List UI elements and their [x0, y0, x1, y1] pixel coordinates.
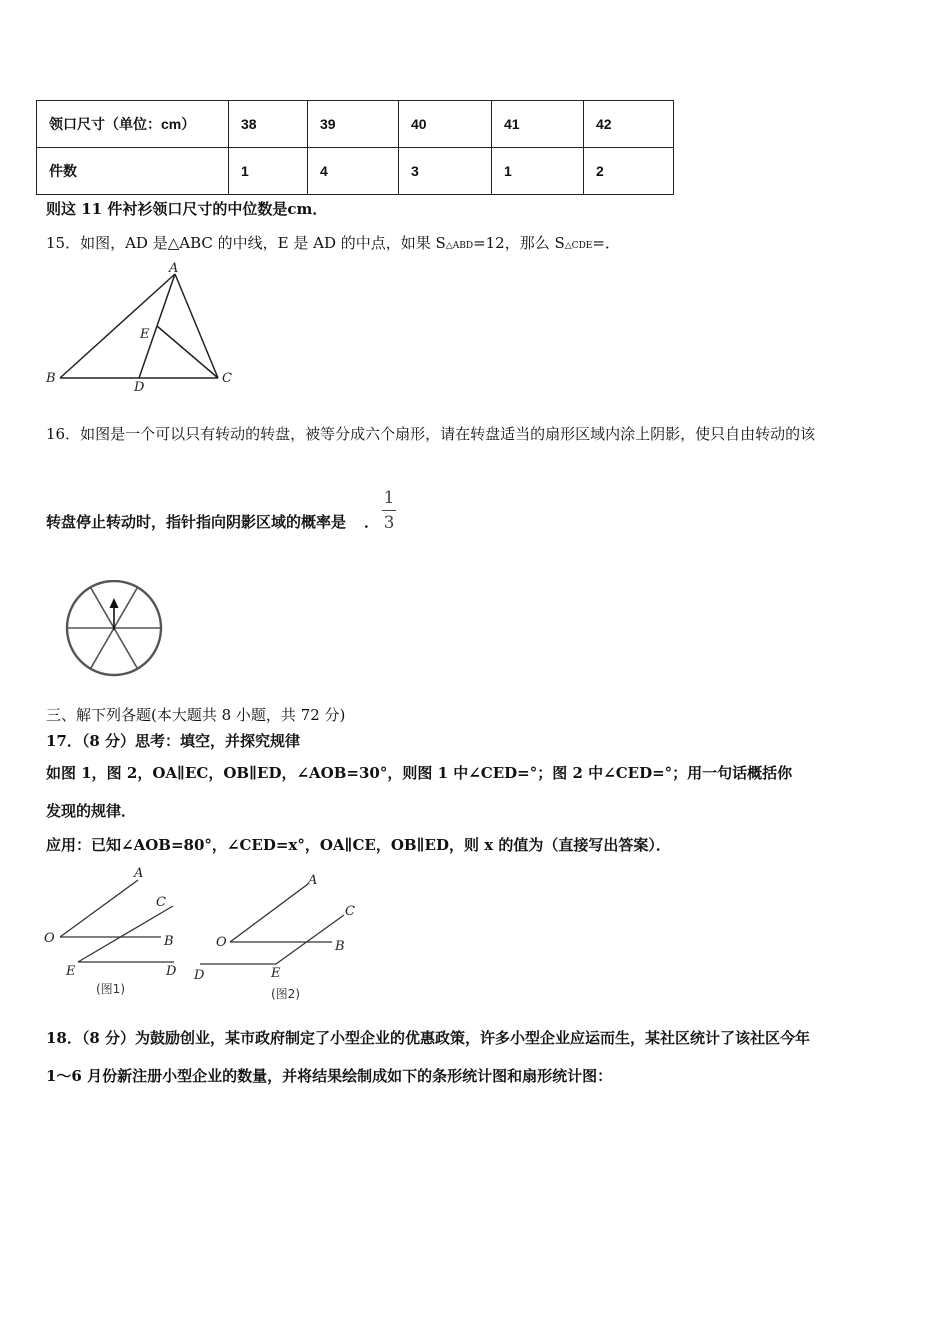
q15-text: =: [592, 234, 605, 252]
q17-text: ．: [121, 802, 137, 820]
table-cell: 1: [492, 148, 584, 195]
ray-ec: [276, 915, 344, 964]
label-c: C: [156, 895, 166, 910]
ray-ec: [78, 906, 173, 962]
q16-text: 转盘停止转动时，指针指向阴影区域的概率是: [46, 513, 347, 531]
q17-text: 如图 1，图 2，OA∥EC，OB∥ED，∠AOB=30°，则图 1 中∠CED=: [46, 764, 530, 782]
figure-2: [200, 884, 344, 964]
table-cell: 42: [584, 101, 674, 148]
ray-oa: [230, 884, 308, 942]
q17-line1: [46, 763, 792, 783]
figure-2-caption: (图2): [271, 987, 300, 1001]
label-a: A: [308, 873, 318, 888]
q17-text: （直接写出答案）．: [543, 836, 671, 854]
ray-oa: [60, 880, 138, 937]
q17-line2: [46, 801, 136, 821]
vertex-label-b: B: [46, 371, 56, 386]
table-cell: 1: [229, 148, 308, 195]
triangle-figure: [40, 258, 240, 394]
fraction-numerator: 1: [382, 488, 396, 511]
point-label-e: E: [140, 327, 150, 342]
collar-size-table: [36, 100, 674, 195]
figure-1-caption: (图1): [96, 982, 125, 996]
table-cell: 3: [399, 148, 492, 195]
label-e: E: [66, 964, 76, 979]
label-d: D: [166, 964, 177, 979]
pointer-arrowhead: [110, 598, 119, 608]
table-row: [37, 101, 674, 148]
q17-line3: [46, 835, 671, 855]
q18-line1: 18．（8 分）为鼓励创业，某市政府制定了小型企业的优惠政策，许多小型企业应运而生，某社区统计了该社区今年: [46, 1029, 811, 1047]
fraction-denominator: 3: [383, 513, 395, 533]
segment-ac: [175, 274, 218, 378]
q17-text: 应用：已知∠AOB=80°，∠CED=x°，OA∥CE，OB∥ED，则 x 的值为: [46, 836, 544, 854]
q17-text: 发现的规律: [46, 802, 122, 820]
q14-text: 则这 11 件衬衫领口尺寸的中位数是: [46, 200, 288, 218]
label-d: D: [194, 968, 205, 983]
q15-text: 15．如图，AD 是△ABC 的中线，E 是 AD 的中点，如果 S: [46, 234, 446, 252]
table-header-cell: 领口尺寸（单位：cm）: [37, 101, 229, 148]
label-o: O: [44, 931, 55, 946]
label-b: B: [335, 939, 345, 954]
q15-question: [46, 233, 620, 256]
q15-subscript: △ABD: [445, 241, 474, 251]
q15-end: ．: [604, 234, 620, 252]
vertex-label-c: C: [222, 371, 232, 386]
q16-line1: 16．如图是一个可以只有转动的转盘，被等分成六个扇形，请在转盘适当的扇形区域内涂上阴影，使只自由转动的该: [46, 425, 816, 443]
q15-text: =12，那么 S: [473, 234, 565, 252]
table-cell: 38: [229, 101, 308, 148]
q14-median-line: [46, 199, 327, 219]
figure-1: [60, 880, 174, 962]
q18-line2: 1～6 月份新注册小型企业的数量，并将结果绘制成如下的条形统计图和扇形统计图：: [46, 1067, 613, 1085]
table-cell: 2: [584, 148, 674, 195]
q17-intro: 17．（8 分）思考：填空，并探究规律: [46, 732, 301, 750]
label-b: B: [164, 934, 174, 949]
q17-text: °；用一句话概括你: [664, 764, 793, 782]
table-row: [37, 148, 674, 195]
table-cell: 4: [308, 148, 399, 195]
vertex-label-a: A: [169, 261, 179, 276]
q17-text: °；图 2 中∠CED=: [529, 764, 665, 782]
q15-subscript: △CDE: [564, 241, 593, 251]
table-cell: 40: [399, 101, 492, 148]
section-heading: 三、解下列各题(本大题共 8 小题，共 72 分): [46, 706, 346, 724]
fraction-one-third: [382, 488, 396, 533]
spinner-figure: [62, 580, 168, 680]
label-c: C: [345, 904, 355, 919]
q16-end: ．: [364, 513, 380, 531]
table-header-cell: 件数: [37, 148, 229, 195]
table-cell: 41: [492, 101, 584, 148]
table-cell: 39: [308, 101, 399, 148]
label-e: E: [271, 966, 281, 981]
label-a: A: [134, 866, 144, 881]
q14-unit: cm．: [287, 200, 328, 218]
segment-ec: [157, 326, 218, 378]
q16-line2: [46, 512, 379, 532]
parallel-lines-figures: [38, 862, 368, 1004]
point-label-d: D: [134, 380, 145, 394]
label-o: O: [216, 935, 227, 950]
